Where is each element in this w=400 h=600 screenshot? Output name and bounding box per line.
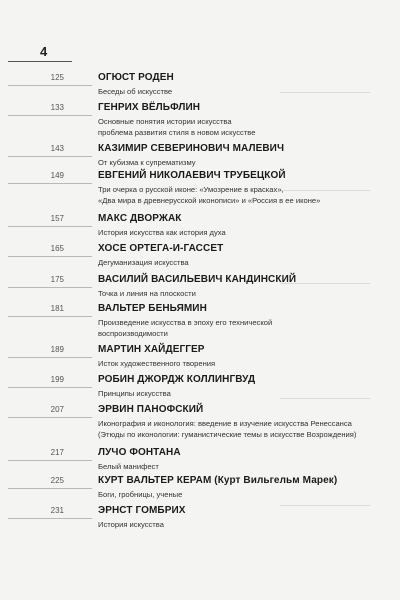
toc-page-number: 157 bbox=[50, 214, 64, 223]
toc-work bbox=[98, 185, 320, 206]
toc-page-number: 133 bbox=[50, 103, 64, 112]
toc-work-line: Белый манифест bbox=[98, 462, 159, 471]
toc-author: МАРТИН ХАЙДЕГГЕР bbox=[98, 344, 205, 355]
toc-page-number: 207 bbox=[50, 405, 64, 414]
toc-rule bbox=[8, 156, 92, 157]
toc-work-line: Беседы об искусстве bbox=[98, 87, 173, 96]
toc-work bbox=[98, 359, 215, 370]
toc-work-line: Произведение искусства в эпоху его технической bbox=[98, 318, 273, 327]
toc-rule bbox=[8, 518, 92, 519]
toc-work bbox=[98, 389, 171, 400]
toc-work bbox=[98, 318, 272, 339]
toc-work bbox=[98, 228, 226, 239]
toc-rule bbox=[8, 183, 92, 184]
toc-work-line: Дегуманизация искусства bbox=[98, 258, 189, 267]
toc-work-line: проблема развития стиля в новом искусстве bbox=[98, 127, 256, 137]
toc-rule bbox=[8, 488, 92, 489]
toc-page-number: 189 bbox=[50, 345, 64, 354]
toc-work-line: История искусства bbox=[98, 520, 164, 529]
toc-work-line: Принципы искусства bbox=[98, 389, 171, 398]
toc-work bbox=[98, 117, 255, 138]
toc-work-line: (Этюды по иконологии: гуманистические темы в искусстве Возрождения) bbox=[98, 429, 357, 439]
toc-page-number: 231 bbox=[50, 506, 64, 515]
toc-rule bbox=[8, 256, 92, 257]
toc-work-line: Боги, гробницы, ученые bbox=[98, 490, 183, 499]
toc-rule bbox=[8, 115, 92, 116]
toc-page-number: 175 bbox=[50, 275, 64, 284]
toc-rule bbox=[8, 287, 92, 288]
toc-work-line: Точка и линия на плоскости bbox=[98, 289, 196, 298]
toc-work-line: Иконография и иконология: введение в изучение искусства Ренессанса bbox=[98, 419, 352, 428]
toc-author: ЭРВИН ПАНОФСКИЙ bbox=[98, 404, 204, 415]
toc-rule bbox=[8, 460, 92, 461]
toc-author: ЛУЧО ФОНТАНА bbox=[98, 447, 181, 458]
toc-page-number: 181 bbox=[50, 304, 64, 313]
toc-author: КАЗИМИР СЕВЕРИНОВИЧ МАЛЕВИЧ bbox=[98, 143, 285, 154]
toc-author: ГЕНРИХ ВЁЛЬФЛИН bbox=[98, 102, 201, 113]
toc-work bbox=[98, 462, 159, 473]
toc-work-line: От кубизма к супрематизму bbox=[98, 158, 196, 167]
toc-rule bbox=[8, 316, 92, 317]
toc-author: ОГЮСТ РОДЕН bbox=[98, 72, 174, 83]
toc-author: ЭРНСТ ГОМБРИХ bbox=[98, 505, 186, 516]
toc-rule bbox=[8, 357, 92, 358]
toc-author: МАКС ДВОРЖАК bbox=[98, 213, 182, 224]
toc-rule bbox=[8, 226, 92, 227]
toc-work-line: «Два мира в древнерусской иконописи» и «Россия в ее иконе» bbox=[98, 195, 321, 205]
toc-work bbox=[98, 87, 172, 98]
toc-work bbox=[98, 419, 356, 440]
toc-page-number: 199 bbox=[50, 375, 64, 384]
toc-work-line: воспроизводимости bbox=[98, 328, 168, 338]
toc-page-number: 165 bbox=[50, 244, 64, 253]
toc-page-number: 217 bbox=[50, 448, 64, 457]
toc-author: ЕВГЕНИЙ НИКОЛАЕВИЧ ТРУБЕЦКОЙ bbox=[98, 170, 286, 181]
toc-work bbox=[98, 289, 196, 300]
toc-work bbox=[98, 258, 189, 269]
toc-rule bbox=[8, 85, 92, 86]
toc-rule bbox=[8, 387, 92, 388]
toc-work-line: Основные понятия истории искусства bbox=[98, 117, 232, 126]
toc-work-line: История искусства как история духа bbox=[98, 228, 226, 237]
toc-page-number: 149 bbox=[50, 171, 64, 180]
toc-author: РОБИН ДЖОРДЖ КОЛЛИНГВУД bbox=[98, 374, 256, 385]
toc-page-number: 125 bbox=[50, 73, 64, 82]
toc-author: ВАСИЛИЙ ВАСИЛЬЕВИЧ КАНДИНСКИЙ bbox=[98, 274, 297, 285]
toc-author: ХОСЕ ОРТЕГА-И-ГАССЕТ bbox=[98, 243, 224, 254]
page-number: 4 bbox=[40, 44, 48, 59]
toc-author: КУРТ ВАЛЬТЕР КЕРАМ (Курт Вильгельм Марек) bbox=[98, 475, 338, 486]
toc-work bbox=[98, 490, 182, 501]
toc-author: ВАЛЬТЕР БЕНЬЯМИН bbox=[98, 303, 207, 314]
toc-work-line: Три очерка о русской иконе: «Умозрение в красках», bbox=[98, 185, 284, 194]
toc-rule bbox=[8, 417, 92, 418]
toc-work bbox=[98, 158, 196, 169]
toc-work-line: Исток художественного творения bbox=[98, 359, 216, 368]
toc-page-number: 225 bbox=[50, 476, 64, 485]
toc-work bbox=[98, 520, 164, 531]
toc-page-number: 143 bbox=[50, 144, 64, 153]
